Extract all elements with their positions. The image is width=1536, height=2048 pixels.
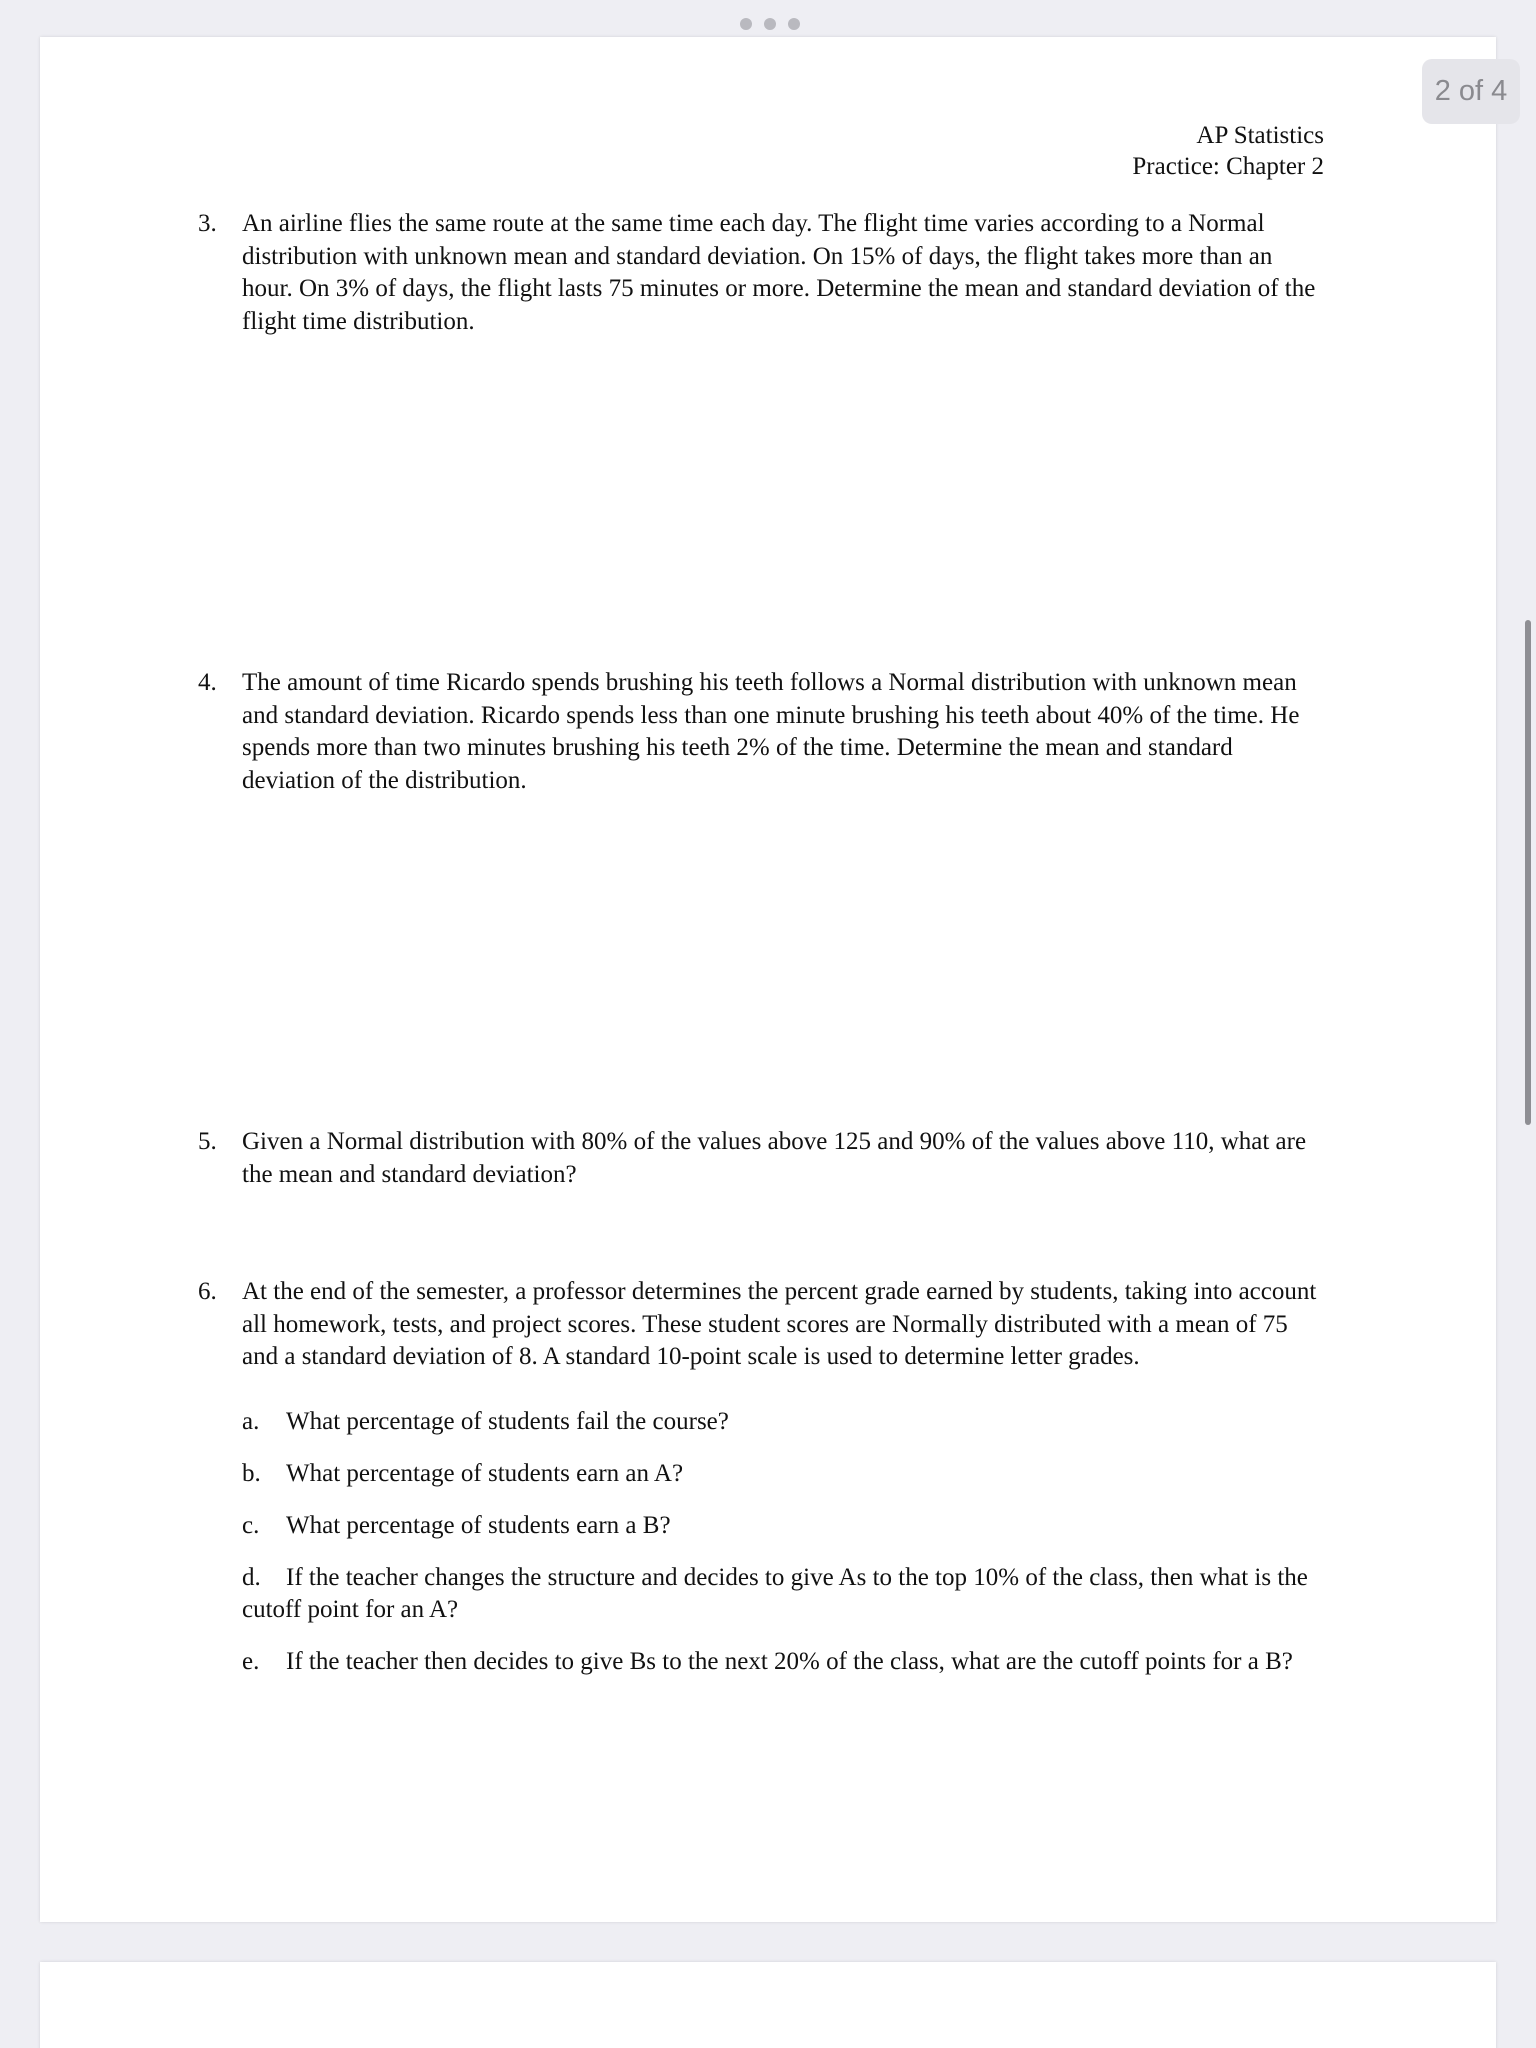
question-4 xyxy=(198,667,1328,797)
scrollbar[interactable] xyxy=(1525,620,1531,1125)
dot xyxy=(740,18,752,30)
page-indicator: 2 of 4 xyxy=(1422,59,1520,124)
question-text: The amount of time Ricardo spends brushing his teeth follows a Normal distribution with unknown mean and standard deviation. Ricardo spends less than one minute brushing his teeth about 40% of the time. He spends more than two minutes brushing his teeth 2% of the time. Determine the mean and standard deviation of the distribution. xyxy=(242,669,1300,794)
next-document-page xyxy=(40,1962,1496,2048)
subquestion-text: What percentage of students earn an A? xyxy=(286,1460,684,1487)
subquestion-letter: b. xyxy=(242,1460,261,1487)
subquestion-text: What percentage of students earn a B? xyxy=(286,1512,671,1539)
subquestion-b xyxy=(242,1458,1332,1490)
subquestion-e: e. If the teacher then decides to give Bs to the next 20% of the class, what are the cutoff points for a B? xyxy=(242,1648,1293,1675)
dot xyxy=(788,18,800,30)
subquestion-c xyxy=(242,1510,1332,1542)
question-6 xyxy=(198,1276,1328,1374)
subquestion-text: If the teacher then decides to give Bs to the next 20% of the class, what are the cutoff points for a B? xyxy=(286,1648,1293,1675)
subquestion-a xyxy=(242,1406,1332,1438)
question-5 xyxy=(198,1126,1328,1191)
question-3 xyxy=(198,208,1328,338)
subquestion-text: What percentage of students fail the course? xyxy=(286,1408,729,1435)
question-text: An airline flies the same route at the same time each day. The flight time varies according to a Normal distribution with unknown mean and standard deviation. On 15% of days, the flight takes more than an hour. On 3% of days, the flight lasts 75 minutes or more. Determine the mean and standard deviation of the flight time distribution. xyxy=(242,210,1316,335)
question-number: 5. xyxy=(198,1128,217,1155)
question-text: At the end of the semester, a professor determines the percent grade earned by students, taking into account all homework, tests, and project scores. These student scores are Normally distributed with a mean of 75 and a standard deviation of 8. A standard 10-point scale is used to determine letter grades. xyxy=(242,1278,1317,1370)
subquestion-d: d. If the teacher changes the structure and decides to give As to the top 10% of the class, then what is the cutoff point for an A? xyxy=(242,1564,1308,1623)
course-title: AP Statistics xyxy=(1196,122,1324,149)
question-text: Given a Normal distribution with 80% of the values above 125 and 90% of the values above 110, what are the mean and standard deviation? xyxy=(242,1128,1307,1188)
dot xyxy=(764,18,776,30)
question-number: 6. xyxy=(198,1278,217,1305)
question-number: 3. xyxy=(198,210,217,237)
subquestion-letter: c. xyxy=(242,1512,260,1539)
practice-title: Practice: Chapter 2 xyxy=(1132,153,1324,180)
question-number: 4. xyxy=(198,669,217,696)
subquestion-letter: a. xyxy=(242,1408,260,1435)
page-header xyxy=(1132,120,1324,182)
more-options-icon[interactable] xyxy=(740,16,800,32)
subquestion-text: If the teacher changes the structure and decides to give As to the top 10% of the class, then what is the cutoff point for an A? xyxy=(242,1564,1308,1623)
